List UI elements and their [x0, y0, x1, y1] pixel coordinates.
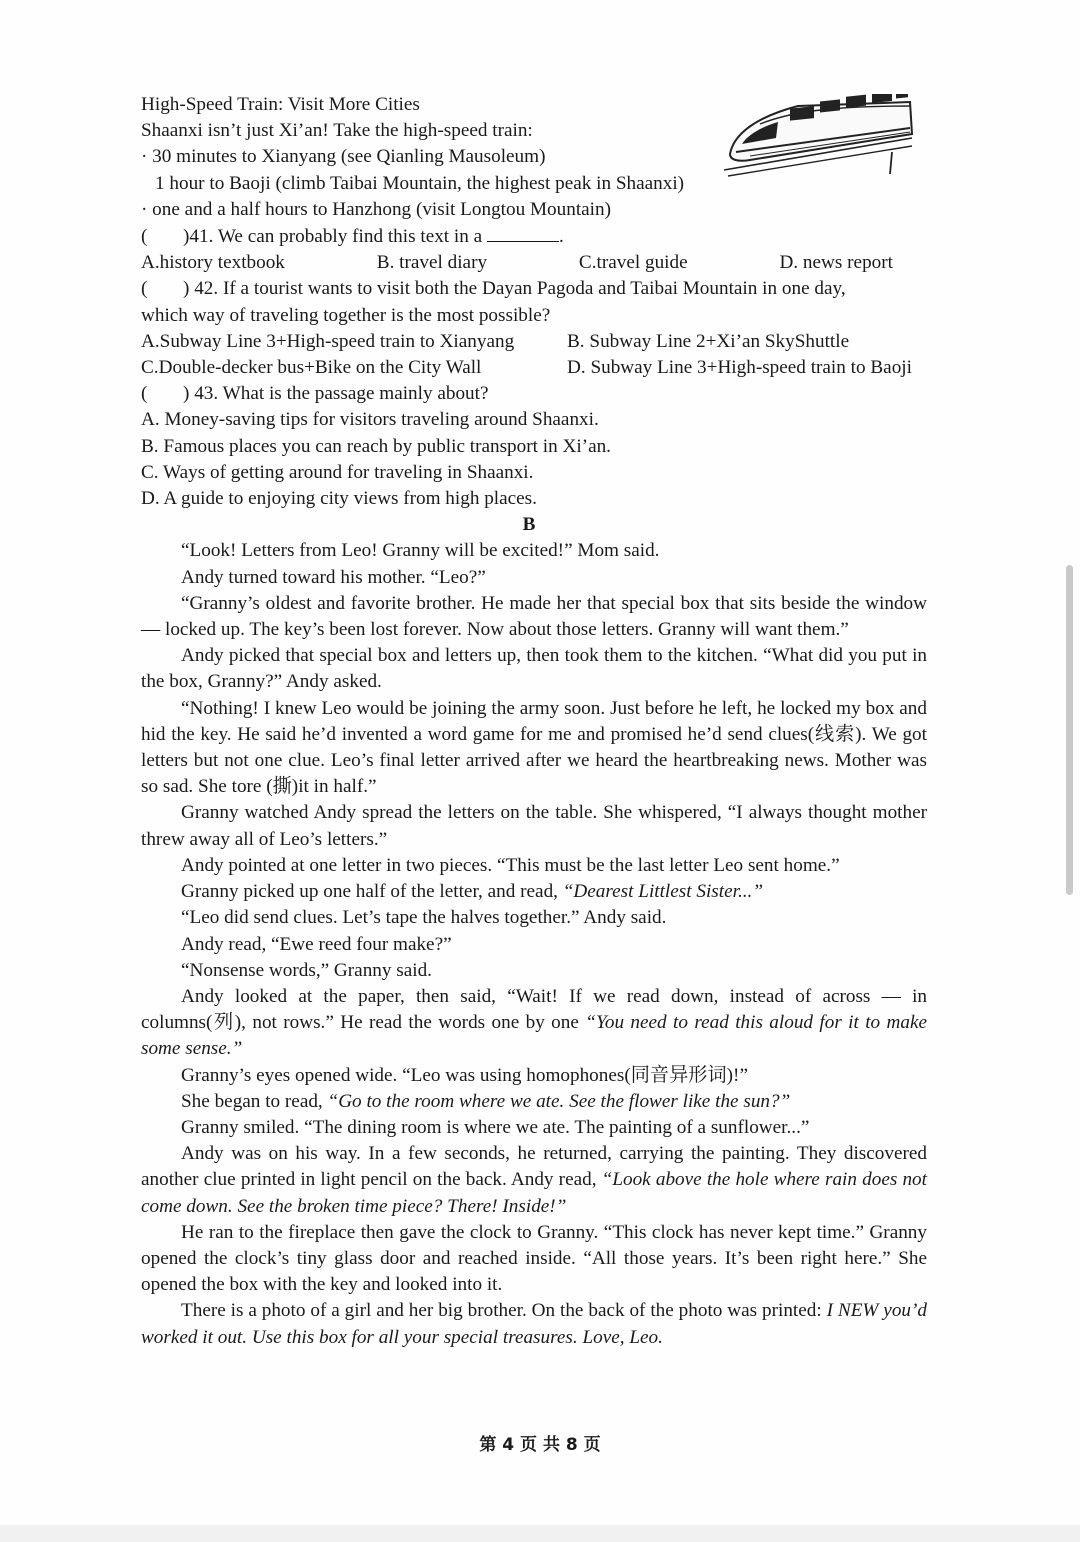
option-41-c: C.travel guide [578, 252, 688, 274]
story-paragraph-11: “Nonsense words,” Granny said. [181, 959, 432, 981]
bullet-baoji: 1 hour to Baoji (climb Taibai Mountain, the highest peak in Shaanxi) [155, 172, 685, 194]
option-42-c: C.Double-decker bus+Bike on the City Wall [141, 357, 482, 379]
answer-paren-42[interactable]: ( [141, 278, 148, 300]
story-paragraph-13: Granny’s eyes opened wide. “Leo was using homophones(同音异形词)!” [181, 1064, 748, 1086]
option-42-d: D. Subway Line 3+High-speed train to Baoji [567, 357, 912, 379]
section-a-intro: Shaanxi isn’t just Xi’an! Take the high-speed train: [141, 120, 533, 142]
story-paragraph-2: Andy turned toward his mother. “Leo?” [181, 566, 486, 588]
story-paragraph-6: Granny watched Andy spread the letters on the table. She whispered, “I always thought mother threw away all of Leo’s letters.” [141, 802, 927, 850]
story-paragraph-7: Andy pointed at one letter in two pieces. “This must be the last letter Leo sent home.” [181, 854, 840, 876]
question-42-stem-cont: which way of traveling together is the most possible? [141, 304, 551, 326]
bottom-bar [0, 1525, 1080, 1542]
answer-blank-41[interactable] [487, 223, 559, 242]
question-41-options [141, 250, 893, 276]
story-paragraph-3: “Granny’s oldest and favorite brother. He made her that special box that sits beside the window — locked up. The key’s been lost forever. Now about those letters. Granny will want them.” [141, 592, 927, 641]
story-paragraph-5: “Nothing! I knew Leo would be joining the army soon. Just before he left, he locked my box and hid the key. He said he’d invented a word game for me and promised he’d send clues(线索). We got letters but not one clue. Leo’s final letter arrived after we heard the heartbreaking news. Mother was so sad. She tore (撕)it in half.” [141, 697, 927, 798]
option-43-d: D. A guide to enjoying city views from high places. [141, 488, 537, 510]
question-42: ( ) 42. If a tourist wants to visit both the Dayan Pagoda and Taibai Mountain in one day, [141, 276, 927, 302]
story-paragraph-12: Andy looked at the paper, then said, “Wait! If we read down, instead of across — in columns(列), not rows.” He read the words one by one “You need to read this aloud for it to make some sense.” [141, 985, 928, 1060]
story-paragraph-8: Granny picked up one half of the letter, and read, “Dearest Littlest Sister...” [181, 881, 764, 903]
story-paragraph-10: Andy read, “Ewe reed four make?” [181, 933, 452, 955]
scrollbar-thumb[interactable] [1066, 565, 1073, 895]
bullet-hanzhong: · one and a half hours to Hanzhong (visit Longtou Mountain) [141, 198, 612, 220]
option-42-b: B. Subway Line 2+Xi’an SkyShuttle [567, 330, 850, 352]
story-paragraph-1: “Look! Letters from Leo! Granny will be excited!” Mom said. [181, 540, 660, 562]
option-41-d: D. news report [779, 252, 893, 274]
option-43-b: B. Famous places you can reach by public transport in Xi’an. [141, 435, 611, 457]
option-43-a: A. Money-saving tips for visitors traveling around Shaanxi. [141, 409, 599, 431]
section-b-label: B [522, 514, 536, 536]
section-a-heading: High-Speed Train: Visit More Cities [141, 94, 420, 115]
story-paragraph-14: She began to read, “Go to the room where we ate. See the flower like the sun?” [181, 1090, 791, 1112]
bullet-xianyang: · 30 minutes to Xianyang (see Qianling Mausoleum) [141, 146, 546, 168]
story-paragraph-9: “Leo did send clues. Let’s tape the halves together.” Andy said. [181, 907, 667, 929]
story-paragraph-18: There is a photo of a girl and her big brother. On the back of the photo was printed: I NEW you’d worked it out. Use this box for all your special treasures. Love, Leo. [141, 1300, 927, 1348]
option-41-b: B. travel diary [376, 252, 488, 274]
story-paragraph-15: Granny smiled. “The dining room is where we ate. The painting of a sunflower...” [181, 1116, 810, 1138]
question-43: ( ) 43. What is the passage mainly about? [141, 381, 927, 407]
option-43-c: C. Ways of getting around for traveling in Shaanxi. [141, 461, 534, 483]
answer-paren-43[interactable]: ( [141, 383, 148, 405]
page-content [141, 92, 927, 1351]
story-paragraph-17: He ran to the fireplace then gave the clock to Granny. “This clock has never kept time.” Granny opened the clock’s tiny glass door and reached inside. “All those years. It’s been right here.” She opened the box with the key and looked into it. [141, 1221, 927, 1296]
option-42-a: A.Subway Line 3+High-speed train to Xianyang [141, 330, 515, 352]
story-paragraph-16: Andy was on his way. In a few seconds, he returned, carrying the painting. They discovered another clue printed in light pencil on the back. Andy read, “Look above the hole where rain does not come down. See the broken time piece? There! Inside!” [141, 1143, 927, 1217]
page-number: 第 4 页 共 8 页 [479, 1435, 601, 1455]
question-42-options [141, 329, 927, 381]
answer-paren-41[interactable]: ( [141, 226, 148, 248]
question-41: ( )41. We can probably find this text in a . [141, 223, 927, 250]
option-41-a: A.history textbook [141, 252, 285, 274]
story-paragraph-4: Andy picked that special box and letters up, then took them to the kitchen. “What did you put in the box, Granny?” Andy asked. [141, 645, 927, 693]
